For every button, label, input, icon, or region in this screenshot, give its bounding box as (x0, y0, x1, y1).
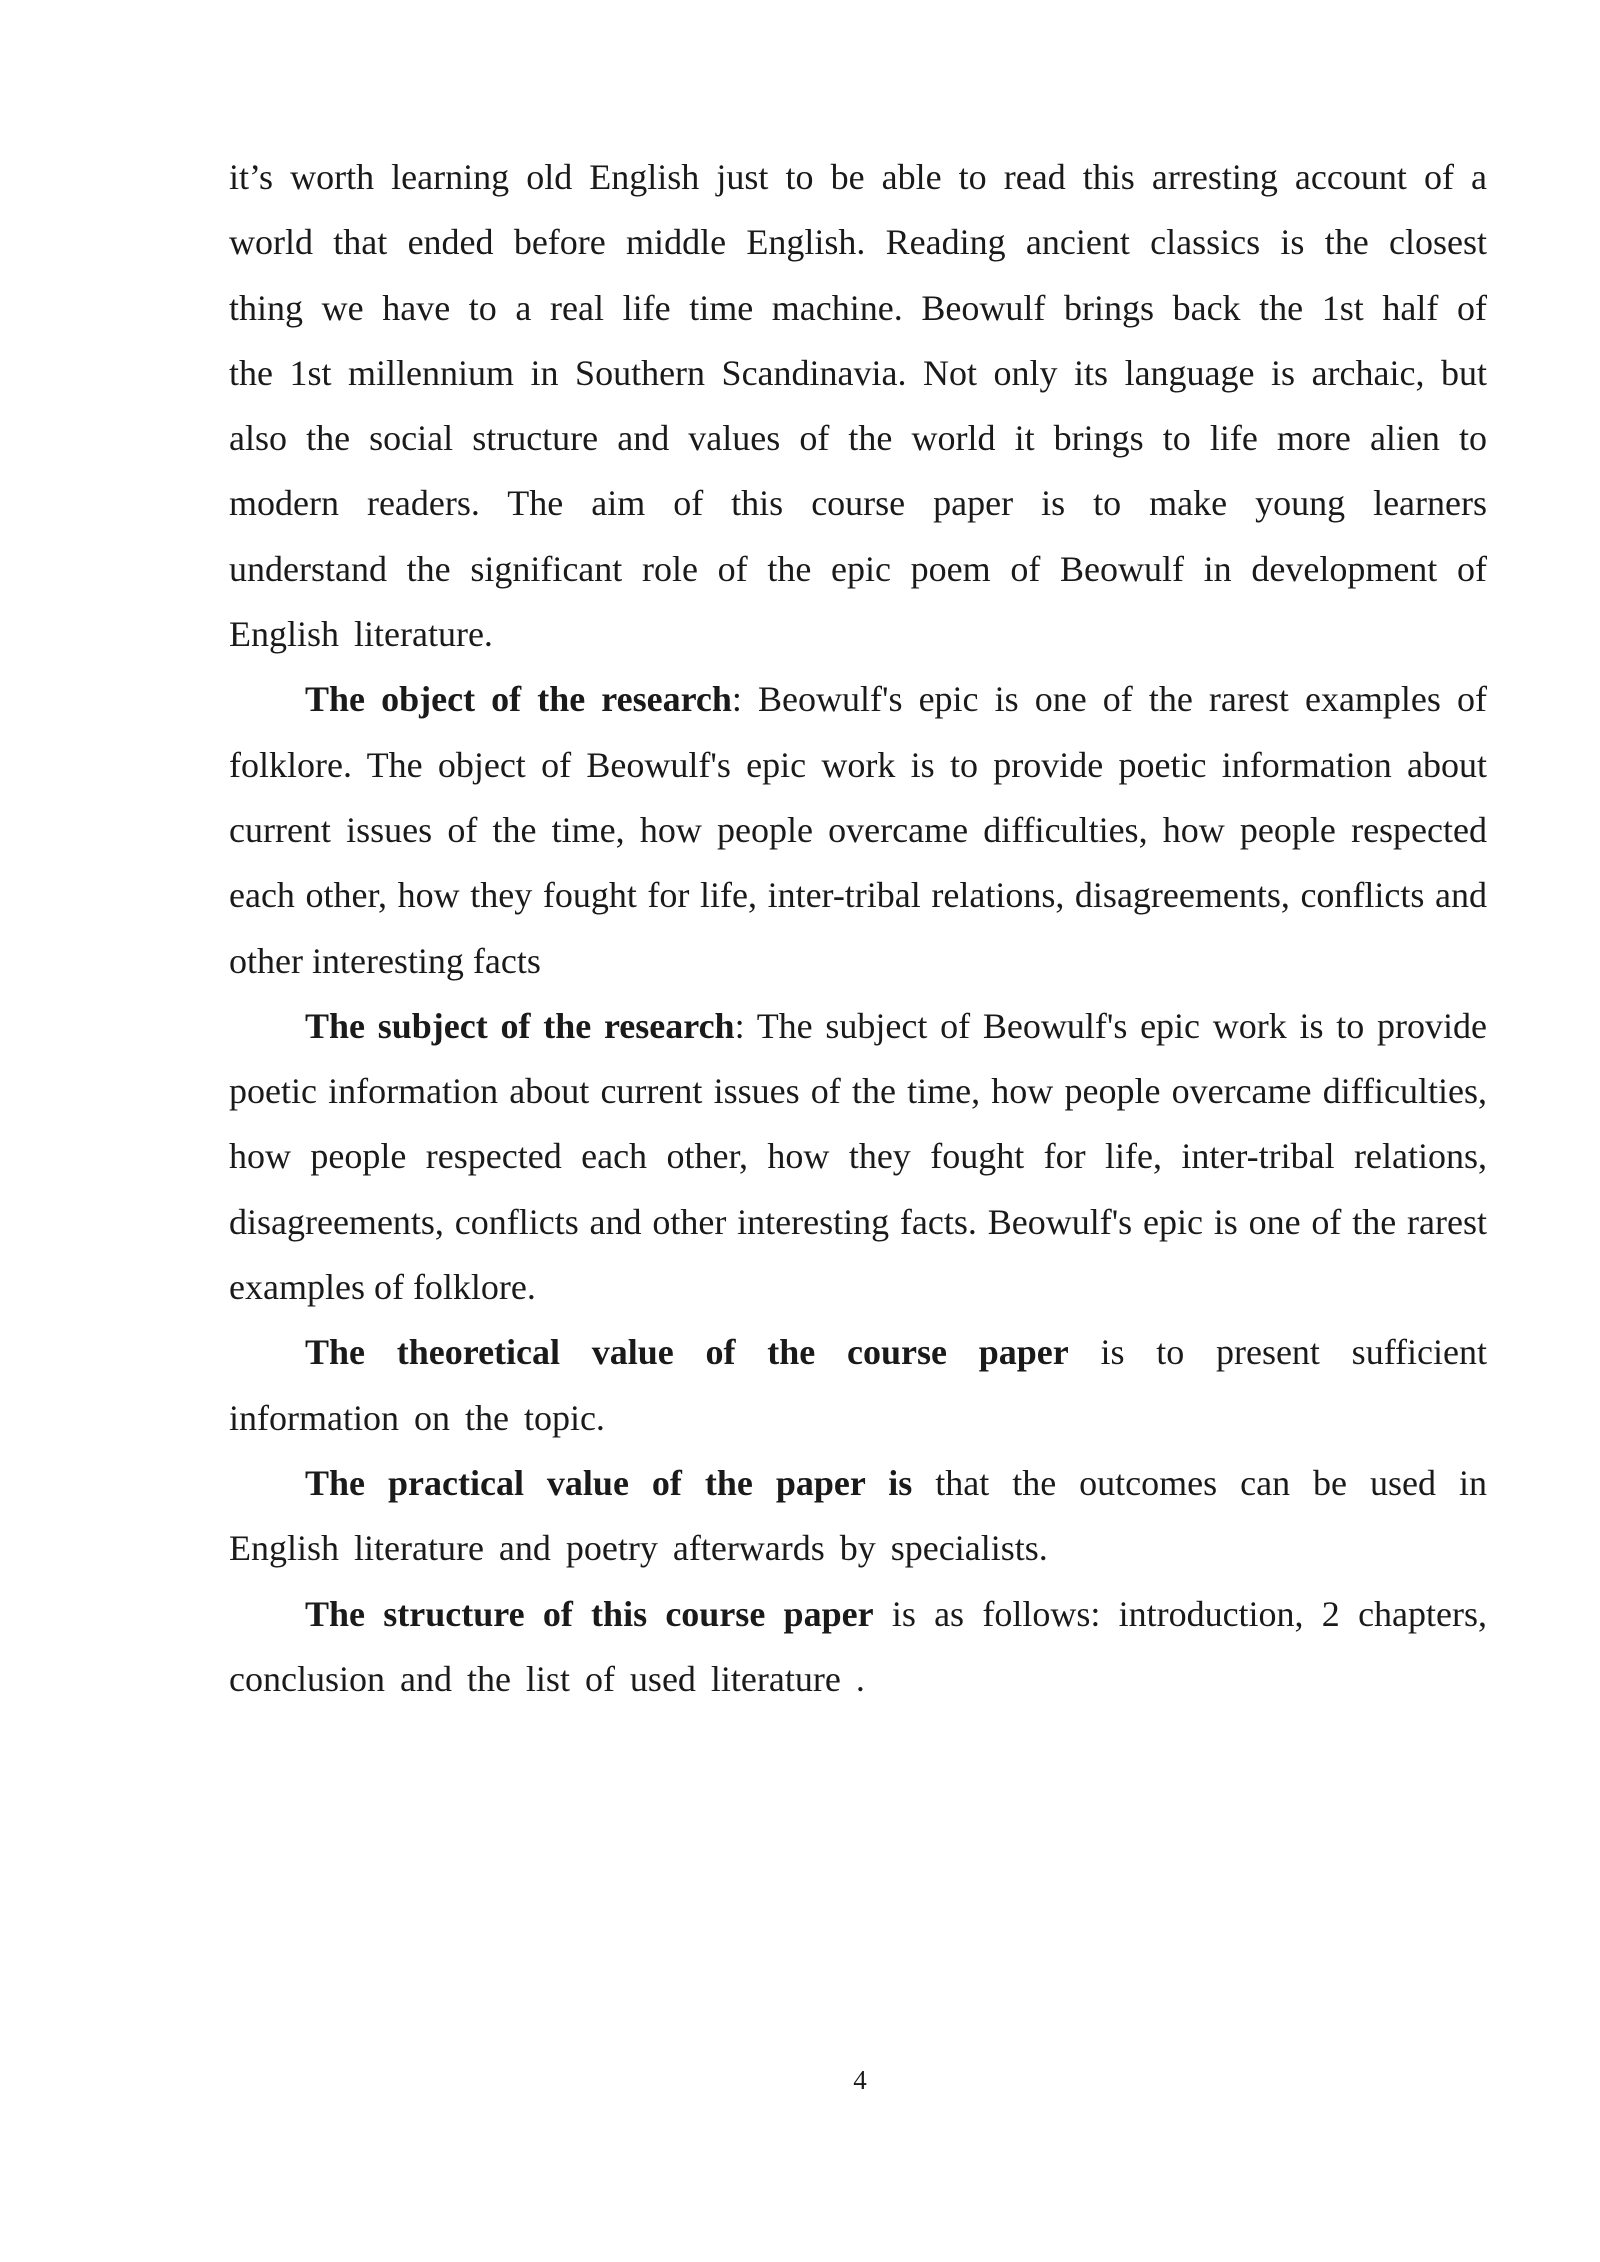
theoretical-heading: The theoretical value of the course paper (305, 1332, 1069, 1373)
practical-value-paragraph (229, 1451, 1487, 1582)
object-text: : Beowulf's epic is one of the rarest examples of folklore. The object of Beowulf's epic work is to provide poetic information about current issues of the time, how people overcame difficulties, how people respected each other, how they fought for life, inter-tribal relations, disagreements, conflicts and other interesting facts (229, 679, 1487, 981)
structure-heading: The structure of this course paper (305, 1593, 874, 1634)
subject-heading: The subject of the research (305, 1005, 735, 1046)
body-text (229, 145, 1487, 1712)
page-number: 4 (853, 2065, 867, 2095)
object-of-research-paragraph (229, 667, 1487, 993)
theoretical-text: is to present sufficient information on the topic. (229, 1332, 1487, 1438)
subject-of-research-paragraph (229, 994, 1487, 1320)
practical-text: that the outcomes can be used in English literature and poetry afterwards by specialists. (229, 1462, 1488, 1569)
structure-text: is as follows: introduction, 2 chapters, conclusion and the list of used literature . (229, 1593, 1488, 1699)
subject-text: : The subject of Beowulf's epic work is to provide poetic information about current issues of the time, how people overcame difficulties, how people respected each other, how they fought for life, inter-tribal relations, disagreements, conflicts and other interesting facts. Beowulf's epic is one of the rarest examples of folklore. (229, 1005, 1487, 1308)
intro-paragraph: it’s worth learning old English just to be able to read this arresting account of a world that ended before middle English. Reading ancient classics is the closest thing we have to a real life time machine. Beowulf brings back the 1st half of the 1st millennium in Southern Scandinavia. Not only its language is archaic, but also the social structure and values of the world it brings to life more alien to modern readers. The aim of this course paper is to make young learners understand the significant role of the epic poem of Beowulf in development of English literature. (229, 157, 1487, 655)
object-heading: The object of the research (305, 679, 732, 720)
practical-heading: The practical value of the paper is (305, 1462, 913, 1503)
structure-paragraph (229, 1582, 1487, 1713)
theoretical-value-paragraph (229, 1320, 1487, 1451)
